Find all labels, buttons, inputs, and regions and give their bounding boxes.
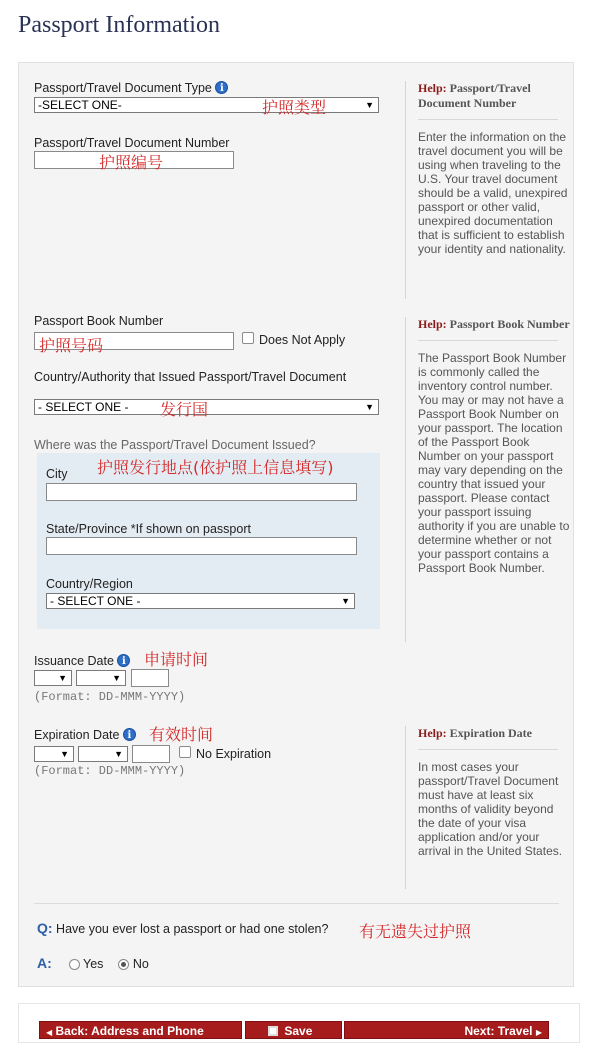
chevron-down-icon: ▼ — [60, 749, 69, 759]
issuance-month-select[interactable] — [76, 670, 126, 686]
expiration-day-select[interactable] — [34, 746, 74, 762]
back-button[interactable]: ◀ Back: Address and Phone — [39, 1021, 242, 1039]
city-input[interactable] — [46, 483, 357, 501]
help-divider — [418, 119, 558, 120]
lost-passport-answer — [37, 955, 149, 971]
issuance-date-format: (Format: DD-MMM-YYYY) — [34, 690, 186, 704]
next-button[interactable]: Next: Travel ▶ — [344, 1021, 549, 1039]
annotation-doc-type: 护照类型 — [262, 98, 327, 117]
help-text: The Passport Book Number is commonly called the inventory control number. You may or may not have a Passport Book Number on your passport. The location of the Passport Book Number on your passport may vary depending on the country that issued your passport. Please contact your passport issuing authority if you are unable to determine whether or not your passport contains a Passport Book Number. — [418, 351, 570, 575]
help-title: Help: Expiration Date — [418, 726, 533, 740]
help-divider — [418, 340, 558, 341]
state-label: State/Province *If shown on passport — [46, 522, 251, 536]
lost-passport-question — [37, 920, 328, 936]
no-expiration-checkbox[interactable] — [179, 746, 191, 758]
form-navigation-bar — [18, 1003, 580, 1043]
chevron-down-icon: ▼ — [112, 673, 121, 683]
question-divider — [34, 903, 559, 904]
issuance-date-label: Issuance Date i — [34, 654, 130, 668]
back-arrow-icon: ◀ — [46, 1028, 53, 1037]
annotation-where-issued: 护照发行地点(依护照上信息填写) — [97, 458, 334, 477]
book-number-does-not-apply-checkbox[interactable] — [242, 332, 254, 344]
annotation-issuing-country: 发行国 — [160, 400, 209, 419]
save-button[interactable]: Save — [245, 1021, 342, 1039]
issuing-country-select[interactable]: - SELECT ONE - ▼ — [34, 399, 379, 415]
chevron-down-icon: ▼ — [365, 100, 374, 110]
yes-label: Yes — [83, 957, 104, 971]
annotation-book-number: 护照号码 — [39, 336, 104, 355]
chevron-down-icon: ▼ — [341, 596, 350, 606]
question-text: Have you ever lost a passport or had one stolen? — [56, 922, 329, 936]
no-expiration-label: No Expiration — [196, 747, 272, 761]
help-box-expiration-date — [405, 726, 573, 889]
help-box-book-number — [405, 317, 573, 642]
country-region-label: Country/Region — [46, 577, 133, 591]
info-icon[interactable]: i — [215, 81, 228, 94]
help-title: Help: Passport Book Number — [418, 317, 570, 331]
info-icon[interactable]: i — [123, 728, 136, 741]
passport-form-panel — [18, 62, 574, 987]
where-issued-box — [37, 453, 380, 629]
info-icon[interactable]: i — [117, 654, 130, 667]
page-title: Passport Information — [18, 12, 220, 38]
annotation-lost-passport: 有无遗失过护照 — [359, 922, 472, 941]
expiration-date-format: (Format: DD-MMM-YYYY) — [34, 764, 186, 778]
answer-marker: A: — [37, 955, 52, 971]
expiration-date-label: Expiration Date i — [34, 728, 136, 742]
help-text: In most cases your passport/Travel Document must have at least six months of validity beyond the date of your visa application and/or your arrival in the United States. — [418, 760, 563, 858]
expiration-month-select[interactable] — [78, 746, 128, 762]
no-label: No — [132, 957, 149, 971]
doc-type-select[interactable]: -SELECT ONE- ▼ — [34, 97, 379, 113]
does-not-apply-label: Does Not Apply — [259, 333, 346, 347]
yes-radio[interactable] — [69, 959, 80, 970]
issuing-country-label: Country/Authority that Issued Passport/Travel Document — [34, 370, 347, 384]
state-input[interactable] — [46, 537, 357, 555]
chevron-down-icon: ▼ — [58, 673, 67, 683]
issuance-day-select[interactable] — [34, 670, 72, 686]
where-issued-label: Where was the Passport/Travel Document Issued? — [34, 438, 316, 452]
issuance-year-input[interactable] — [131, 669, 169, 687]
annotation-expiration-date: 有效时间 — [149, 725, 214, 744]
next-arrow-icon: ▶ — [535, 1028, 542, 1037]
doc-type-label: Passport/Travel Document Type i — [34, 81, 228, 95]
city-label: City — [46, 467, 68, 481]
help-text: Enter the information on the travel document you will be using when traveling to the U.S. Your travel document should be a valid, unexpired passport or other valid, unexpired documentation that is sufficient to establish your identity and nationality. — [418, 130, 568, 256]
chevron-down-icon: ▼ — [114, 749, 123, 759]
chevron-down-icon: ▼ — [365, 402, 374, 412]
question-marker: Q: — [37, 920, 53, 936]
no-radio[interactable] — [118, 959, 129, 970]
help-title: Help: Passport/Travel Document Number — [418, 81, 531, 110]
annotation-issuance-date: 申请时间 — [144, 650, 209, 669]
help-divider — [418, 749, 558, 750]
country-region-select[interactable]: - SELECT ONE - ▼ — [46, 593, 355, 609]
doc-number-label: Passport/Travel Document Number — [34, 136, 230, 150]
annotation-doc-number: 护照编号 — [99, 153, 164, 172]
help-box-doc-number — [405, 81, 573, 299]
book-number-label: Passport Book Number — [34, 314, 164, 328]
expiration-year-input[interactable] — [132, 745, 170, 763]
